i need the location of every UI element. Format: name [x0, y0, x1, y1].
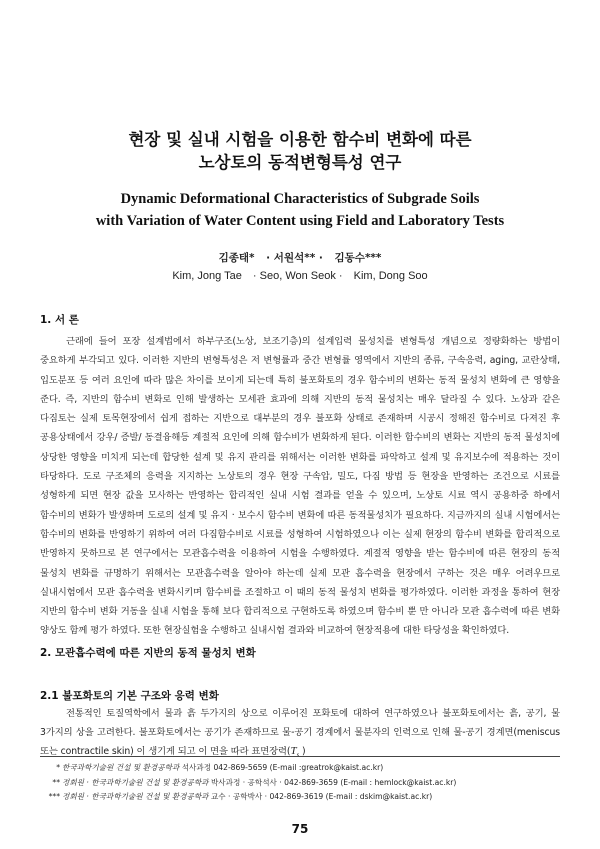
section-2-1-text: 전통적인 토질역학에서 물과 흙 두가지의 상으로 이루어진 포화토에 대하여 연구하였으나 불포화토에서는 흙, 공기, 물 3가지의 상을 고려한다. 불포화토에서는 공기가 존재하므로 물-공기 경계에서 물분자의 인력으로 인해 물-공기 경계면(meniscus 또는 contractile skin) 이 생기게 되고 이 면을 따라 표면장력( — [40, 708, 560, 757]
footnote-1-institution: 한국과학기술원 건설 및 환경공학과 — [62, 763, 180, 772]
section-1-heading: 1. 서 론 — [40, 314, 79, 326]
footnote-2-mark: ** — [52, 777, 60, 787]
section-2-1-tail: ) — [299, 746, 306, 757]
footnotes — [48, 761, 562, 805]
footnote-2-institution: 정회원 · 한국과학기술원 건설 및 환경공학과 — [62, 777, 209, 787]
author-1-en: Kim, Jong Tae — [172, 270, 242, 282]
footnote-2 — [52, 776, 562, 791]
footnote-1-detail: 석사과정 042-869-5659 (E-mail :greatrok@kaist.ac.kr) — [179, 763, 384, 772]
introduction-paragraph: 근래에 들어 포장 설계법에서 하부구조(노상, 보조기층)의 설계입력 물성치를 변형특성 개념으로 정량화하는 방법이 중요하게 부각되고 있다. 이러한 지반의 변형특성은 저 변형률과 중간 변형률 영역에서 지반의 종류, 구속응력, aging, 교란상태, 입도분포 등 여러 요인에 따라 많은 차이를 보이게 되는데 특히 불포화토의 경우 함수비의 변화는 동적 물성치 변화에 큰 영향을 준다. 즉, 지반의 함수비 변화로 인해 발생하는 모세관 효과에 의해 지반의 동적 물성치는 매우 달라질 수 있다. 노상과 같은 다짐토는 실제 토목현장에서 쉽게 접하는 지반으로 대부분의 경우 불포화 상태로 존재하며 시공시 정해진 함수비로 다져진 후 공용상태에서 강우/ 증발/ 동결융해등 계절적 요인에 의해 함수비가 변화하게 된다. 이러한 함수비의 변화는 지반의 동적 물성치에 상당한 영향을 미치게 되는데 합당한 설계 및 유지 관리를 위해서는 이러한 변화를 파악하고 설계 및 유지보수에 적용하는 것이 타당하다. 도로 구조체의 응력을 지지하는 노상토의 경우 현장 구속압, 밀도, 다짐 방법 등 현장을 반영하는 조건으로 시료를 성형하게 되면 현장 값을 모사하는 반영하는 합리적인 실내 시험 결과를 얻을 수 있으며, 노상토 시료 역시 공용하중 하에서 함수비의 변화가 발생하며 도로의 설계 및 유지 · 보수시 함수비 변화에 따른 동적물성치가 필요하다. 지금까지의 실내 시험에서는 함수비의 변화를 반영하기 위하여 여러 다짐함수비로 시료를 성형하여 시험하였으나 이는 실제 현장의 함수비 변화를 합리적으로 반영하지 못하므로 본 연구에서는 모관흡수력을 이용하여 시험을 수행하였다. 계절적 영향을 받는 함수비에 따른 현장의 동적 물성치 변화를 규명하기 위해서는 모관흡수력을 알아야 하는데 실제 모관 흡수력을 현장에서 구하는 것은 매우 어려우므로 실내시험에서 모관 흡수력을 변화시키며 함수비를 조절하고 이 때의 동적 물성치 변화를 평가하였다. 이러한 과정을 통하여 현장 지반의 함수비 변화 거동을 실내 시험을 통해 보다 합리적으로 구현하도록 하였으며 함수비 뿐 만 아니라 모관 흡수력에 따른 변화 양상도 함께 평가 하였다. 또한 현장실험을 수행하고 실내시험 결과와 비교하여 현장적용에 대한 타당성을 확인하였다. — [40, 336, 560, 637]
author-1-ko: 김종태* — [218, 252, 255, 264]
footnote-1 — [56, 761, 562, 776]
author-3-en: Kim, Dong Soo — [353, 270, 428, 282]
footnote-divider — [40, 756, 560, 757]
surface-tension-letter: T — [290, 745, 297, 757]
footnote-3-institution: 정회원 · 한국과학기술원 건설 및 환경공학과 — [62, 792, 209, 801]
section-2-heading: 2. 모관흡수력에 따른 지반의 동적 물성치 변화 — [40, 647, 256, 659]
footnote-3-detail: 교수 · 공학박사 · 042-869-3619 (E-mail : dskim@kaist.ac.kr) — [208, 792, 433, 801]
english-title-line-1: Dynamic Deformational Characteristics of Subgrade Soils — [120, 191, 480, 207]
authors-korean — [0, 250, 600, 265]
footnote-1-mark: * — [56, 763, 60, 772]
authors-english — [0, 270, 600, 282]
section-2-1-heading: 2.1 불포화토의 기본 구조와 응력 변화 — [40, 690, 219, 702]
footnote-2-detail: 박사과정 · 공학석사 · 042-869-3659 (E-mail : hemlock@kaist.ac.kr) — [208, 777, 457, 787]
surface-tension-subscript: s — [296, 751, 300, 760]
author-3-ko: 김동수*** — [334, 252, 382, 264]
footnote-3 — [48, 790, 562, 805]
page-number: 75 — [291, 822, 309, 836]
korean-title-line-2: 노상토의 동적변형특성 연구 — [198, 153, 402, 172]
footnote-3-mark: *** — [48, 792, 60, 801]
author-2-en: · Seo, Won Seok · — [252, 270, 343, 282]
english-title-line-2: with Variation of Water Content using Field and Laboratory Tests — [95, 213, 505, 229]
author-2-ko: · 서원석** · — [266, 252, 323, 264]
korean-title-line-1: 현장 및 실내 시험을 이용한 함수비 변화에 따른 — [128, 130, 472, 149]
